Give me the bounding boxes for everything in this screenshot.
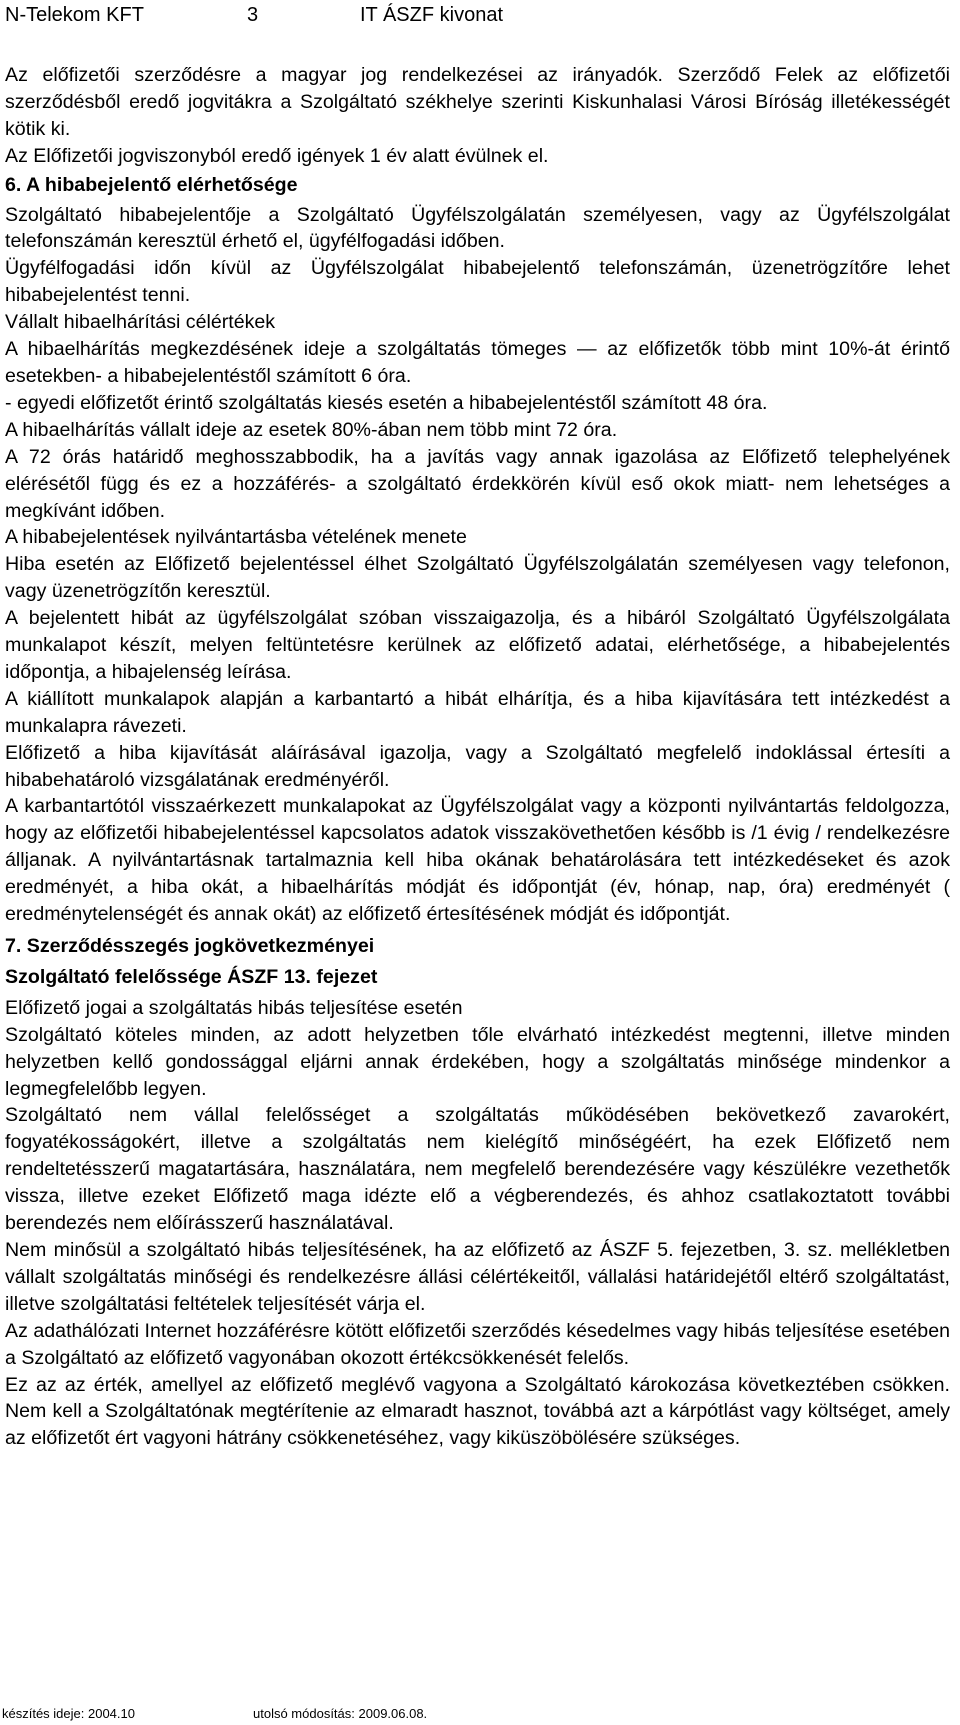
paragraph-repair-confirmation: Előfizető a hiba kijavítását aláírásával igazolja, vagy a Szolgáltató megfelelő indoklással értesíti a hibabehatároló vizsgálatának eredményéről. xyxy=(5,741,950,791)
paragraph-report-channels: Hiba esetén az Előfizető bejelentéssel élhet Szolgáltató Ügyfélszolgálatán személyesen vagy telefonon, vagy üzenetrögzítőn keresztül. xyxy=(5,553,950,603)
company-name: N-Telekom KFT xyxy=(5,4,144,26)
subheading-subscriber-rights: Előfizető jogai a szolgáltatás hibás teljesítése esetén xyxy=(5,996,463,1019)
page-footer xyxy=(0,1705,960,1725)
created-date: készítés ideje: 2004.10 xyxy=(2,1706,135,1721)
document-title: IT ÁSZF kivonat xyxy=(360,4,504,26)
subheading-liability: Szolgáltató felelőssége ÁSZF 13. fejezet xyxy=(5,965,378,988)
subheading-registration: A hibabejelentések nyilvántartásba vételének menete xyxy=(5,526,467,549)
paragraph-not-defective: Nem minősül a szolgáltató hibás teljesítésének, ha az előfizető az ÁSZF 5. fejezetben, 3. sz. mellékletben vállalt szolgáltatás minőségi és rendelkezésre állási célértékeitől, vállalási határidejétől eltérő szolgáltatást, illetve szolgáltatási feltételek teljesítését várja el. xyxy=(5,1238,950,1315)
paragraph-jurisdiction: Az előfizetői szerződésre a magyar jog rendelkezései az irányadók. Szerződő Felek az előfizetői szerződésből eredő jogvitákra a Szolgáltató székhelye szerinti Kiskunhalasi Városi Bíróság illetékességét kötik ki. xyxy=(5,64,950,140)
document-body xyxy=(5,62,950,1452)
paragraph-individual-outage: - egyedi előfizetőt érintő szolgáltatás kiesés esetén a hibabejelentéstől számított 48 óra. xyxy=(5,391,768,414)
paragraph-internet-access: Az adathálózati Internet hozzáférésre kötött előfizetői szerződés késedelmes vagy hibás teljesítése esetében a Szolgáltató az előfizető vagyonában okozott értékcsökkenését felelős. xyxy=(5,1319,950,1369)
paragraph-value-definition: Ez az az érték, amellyel az előfizető meglévő vagyona a Szolgáltató károkozása következtében csökken. Nem kell a Szolgáltatónak megtérítenie az elmaradt hasznot, továbbá azt a kárpótlást vagy költséget, amely az előfizetőt ért vagyoni hátrány csökkenetéséhez, vagy kiküszöbölésére szükséges. xyxy=(5,1373,950,1450)
paragraph-fault-reporting: Szolgáltató hibabejelentője a Szolgáltató Ügyfélszolgálatán személyesen, vagy az Ügyfélszolgálat telefonszámán keresztül érhető el, ügyfélfogadási időben. xyxy=(5,203,950,253)
paragraph-provider-duty: Szolgáltató köteles minden, az adott helyzetben tőle elvárható intézkedést megtenni, illetve minden helyzetben kellő gondossággal eljárni annak érdekében, hogy a szolgáltatás minősége mindenkor a legmegfelelőbb legyen. xyxy=(5,1023,950,1100)
paragraph-after-hours: Ügyfélfogadási időn kívül az Ügyfélszolgálat hibabejelentő telefonszámán, üzenetrögzítőre lehet hibabejelentést tenni. xyxy=(5,257,950,307)
page-header xyxy=(0,0,960,36)
paragraph-no-liability: Szolgáltató nem vállal felelősséget a szolgáltatás működésében bekövetkező zavarokért, fogyatékosságokért, illetve a szolgáltatás nem kielégítő minőségéért, ha ezek Előfizető nem rendeltetésszerű magatartására, használatára, nem megfelelő berendezésére vagy készülékre vezethetők vissza, illetve ezeket Előfizető maga idézte elő a végberendezés, és ahhoz csatlakoztatott további berendezés nem előírásszerű használatával. xyxy=(5,1104,950,1235)
subheading-target-values: Vállalt hibaelhárítási célértékek xyxy=(5,311,276,334)
page-number: 3 xyxy=(247,4,259,26)
paragraph-limitation: Az Előfizetői jogviszonyból eredő igények 1 év alatt évülnek el. xyxy=(5,144,549,167)
paragraph-worksheets: A kiállított munkalapok alapján a karbantartó a hibát elhárítja, és a hiba kijavítására tett intézkedést a munkalapra rávezeti. xyxy=(5,687,950,737)
modified-date: utolsó módosítás: 2009.06.08. xyxy=(253,1706,428,1721)
section-heading-6: 6. A hibabejelentő elérhetősége xyxy=(5,173,298,196)
section-heading-7: 7. Szerződésszegés jogkövetkezményei xyxy=(5,935,375,957)
paragraph-deadline-extension: A 72 órás határidő meghosszabbodik, ha a javítás vagy annak igazolása az Előfizető telephelyének elérésétől függ és ez a hozzáférés- a szolgáltató érdekkörén kívül eső okok miatt- nem lehetséges a megkívánt időben. xyxy=(5,445,950,522)
paragraph-confirmation: A bejelentett hibát az ügyfélszolgálat szóban visszaigazolja, és a hibáról Szolgáltató Ügyfélszolgálata munkalapot készít, melyen feltüntetésre kerülnek az előfizető adatai, elérhetősége, a hibabejelentés időpontja, a hibajelenség leírása. xyxy=(5,607,950,683)
paragraph-record-keeping: A karbantartótól visszaérkezett munkalapokat az Ügyfélszolgálat vagy a központi nyilvántartás feldolgozza, hogy az előfizetői hibabejelentéssel kapcsolatos adatok visszakövethetően később is /1 évig / rendelkezésre álljanak. A nyilvántartásnak tartalmaznia kell hiba okának behatárolására tett intézkedéseket és azok eredményét, a hiba okát, a hibaelhárítás módját és időpontját (év, hónap, nap, óra) eredményét ( eredménytelenségét és annak okát) az előfizető értesítésének módját és időpontját. xyxy=(5,795,950,926)
paragraph-repair-time: A hibaelhárítás vállalt ideje az esetek 80%-ában nem több mint 72 óra. xyxy=(5,418,618,441)
paragraph-mass-outage: A hibaelhárítás megkezdésének ideje a szolgáltatás tömeges — az előfizetők több mint 10%-át érintő esetekben- a hibabejelentéstől számított 6 óra. xyxy=(5,338,950,387)
